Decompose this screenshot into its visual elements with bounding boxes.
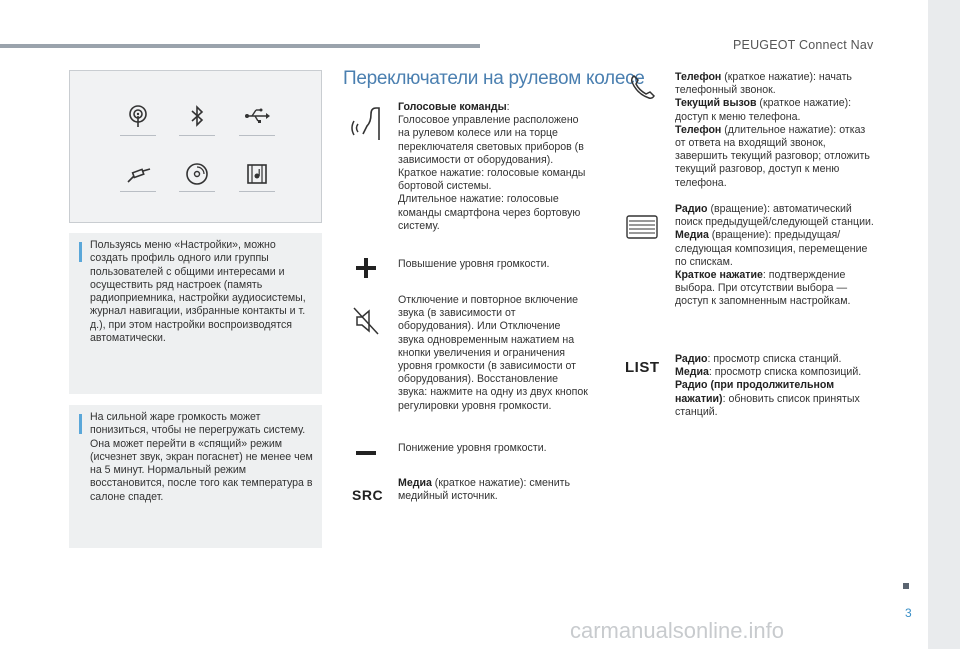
mute-icon [352,306,380,336]
header-rule [0,44,480,48]
radio-icon [118,101,158,131]
list-text: Радио: просмотр списка станций. Медиа: просмотр списка композиций. Радио (при продолжительном нажатии): обновить список принятых станций. [675,353,862,418]
phone-icon [628,72,658,102]
watermark: carmanualsonline.info [570,618,785,643]
section-title: Переключатели на рулевом колесе [343,68,645,89]
mute-text: Отключение и повторное включение звука (в зависимости от оборудования). Или Отключение звука одновременным нажатием на кнопки увеличения и ограничения уровня громкости (в зависимости от оборудования). Восстановление звука: нажмите на одну из двух кнопок регулировки уровня громкости. [398,294,588,412]
voice-command-icon [349,104,383,144]
page-number: 3 [905,606,912,620]
src-key-label: SRC [352,487,384,503]
src-text: Медиа (краткое нажатие): сменить медийный источник. [398,477,571,503]
bluetooth-icon [177,101,217,131]
phone-text: Телефон (краткое нажатие): начать телефонный звонок. Текущий вызов (краткое нажатие): доступ к меню телефона. Телефон (длительное нажатие): отказ от ответа на входящий звонок, завершить текущий разговор; отложить текущий разговор, доступ к меню телефона. [675,71,870,189]
plus-icon [355,257,377,279]
volume-down-text: Понижение уровня громкости. [398,442,547,454]
voice-command-text: Голосовые команды: Голосовое управление расположено на рулевом колесе или на торце переключателя световых приборов (в зависимости от оборудования). Краткое нажатие: голосовые команды бортовой системы. Длительное нажатие: голосовые команды смартфона через бортовую систему. [398,101,586,232]
list-key-label: LIST [625,359,660,376]
info-marker-icon [79,414,82,434]
note-settings-profiles [69,233,322,394]
page-header-title: PEUGEOT Connect Nav [733,38,874,52]
media-icon [237,159,277,189]
cd-icon [177,159,217,189]
note-text: Пользуясь меню «Настройки», можно создать профиль одного или группы пользователей с общими интересами и осуществить ряд настроек (память радиоприемника, настройки аудиосистемы, журнал навигации, избранные контакты и т. д.), при этом настройки воспроизводятся автоматически. [90,239,306,345]
minus-icon [355,449,377,457]
note-text: На сильной жаре громкость может понизиться, чтобы не перегружать систему. Она может перейти в «спящий» режим (исчезнет звук, экран погаснет) не менее чем на 5 минут. Нормальный режим восстановится, после того как температура в салоне спадет. [90,411,313,503]
thumbwheel-text: Радио (вращение): автоматический поиск предыдущей/следующей станции. Медиа (вращение): предыдущая/следующая композиция, перемещение по спискам. Краткое нажатие: подтверждение выбора. При отсутствии выбора — доступ к запомненным настройкам. [675,203,874,308]
aux-icon [118,159,158,189]
thumbwheel-icon [625,214,659,240]
info-marker-icon [79,242,82,262]
page-edge-strip [928,0,960,649]
source-icons-panel [69,70,322,223]
usb-icon [237,101,277,131]
volume-up-text: Повышение уровня громкости. [398,258,550,270]
page-marker [903,583,909,589]
note-heat-volume [69,405,322,548]
